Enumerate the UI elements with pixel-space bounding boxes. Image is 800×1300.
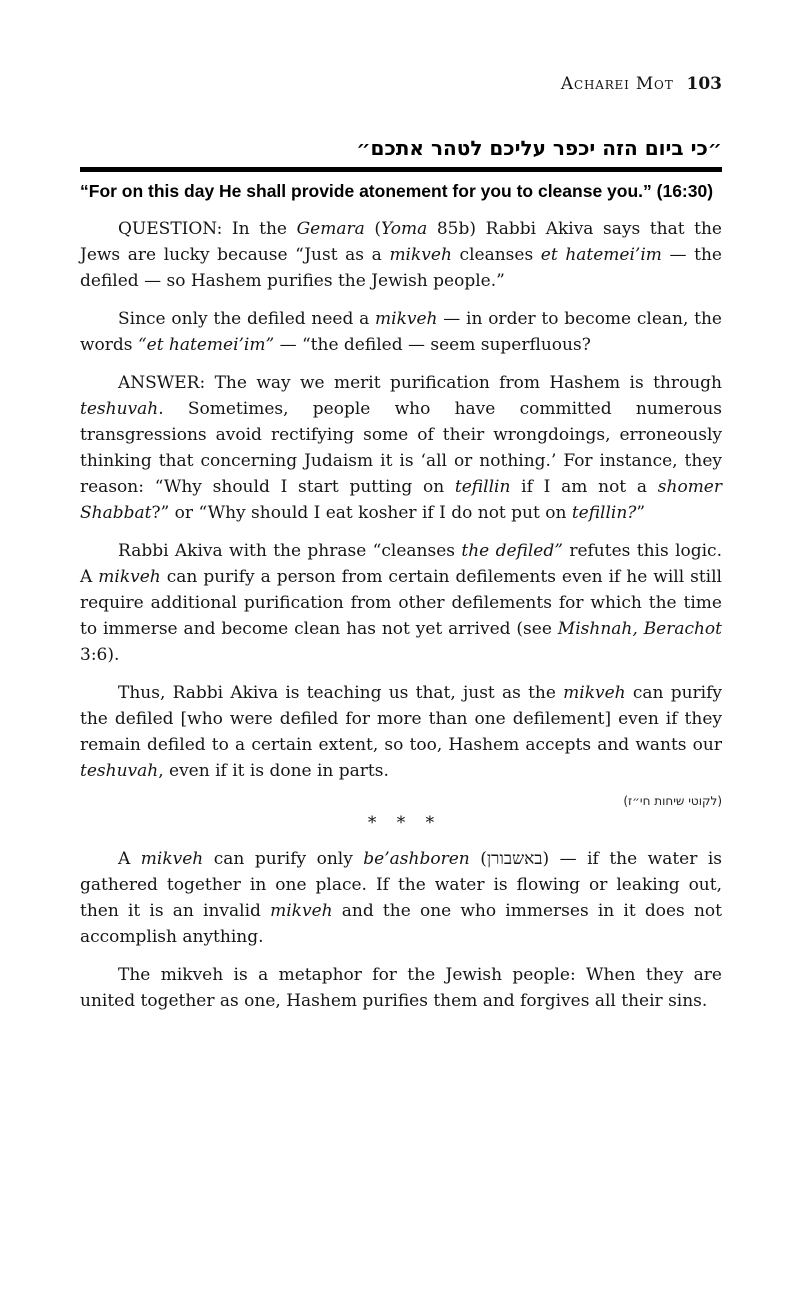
section-divider: * * * <box>367 813 435 833</box>
verse-translation-heading: “For on this day He shall provide atonement for you to cleanse you.” (16:30) <box>80 181 714 201</box>
body-paragraph: The mikveh is a metaphor for the Jewish people: When they are united together as one, Hashem purifies them and forgives all their sins. <box>80 965 722 1011</box>
body-paragraph: Since only the defiled need a mikveh — in order to become clean, the words “et hatemei’im” — “the defiled — seem superfluous? <box>80 309 722 355</box>
body-paragraph: A mikveh can purify only be’ashboren (באשבורן) — if the water is gathered together in one place. If the water is flowing or leaking out, then it is an invalid mikveh and the one who immerses in it does not accomplish anything. <box>80 849 722 947</box>
body-paragraph: ANSWER: The way we merit purification from Hashem is through teshuvah. Sometimes, people who have committed numerous transgressions avoid rectifying some of their wrongdoings, erroneously thinking that concerning Judaism it is ‘all or nothing.’ For instance, they reason: “Why should I start putting on tefillin if I am not a shomer Shabbat?” or “Why should I eat kosher if I do not put on tefillin?” <box>80 373 722 523</box>
source-citation: (לקוטי שיחות חי״ז) <box>623 794 722 808</box>
running-header <box>80 74 722 94</box>
hebrew-verse-heading: ״כי ביום הזה יכפר עליכם לטהר אתכם״ <box>356 136 722 160</box>
body-paragraph: Thus, Rabbi Akiva is teaching us that, just as the mikveh can purify the defiled [who were defiled for more than one defilement] even if they remain defiled to a certain extent, so too, Hashem accepts and wants our teshuvah, even if it is done in parts. <box>80 683 722 781</box>
section-title: Acharei Mot <box>560 74 674 94</box>
body-text <box>80 216 722 1014</box>
body-paragraph: QUESTION: In the Gemara (Yoma 85b) Rabbi Akiva says that the Jews are lucky because “Just as a mikveh cleanses et hatemei’im — the defiled — so Hashem purifies the Jewish people.” <box>80 219 722 291</box>
body-paragraph: Rabbi Akiva with the phrase “cleanses the defiled” refutes this logic. A mikveh can purify a person from certain defilements even if he will still require additional purification from other defilements for which the time to immerse and become clean has not yet arrived (see Mishnah, Berachot 3:6). <box>80 541 722 665</box>
page-number: 103 <box>686 74 722 94</box>
heading-rule <box>80 167 722 172</box>
